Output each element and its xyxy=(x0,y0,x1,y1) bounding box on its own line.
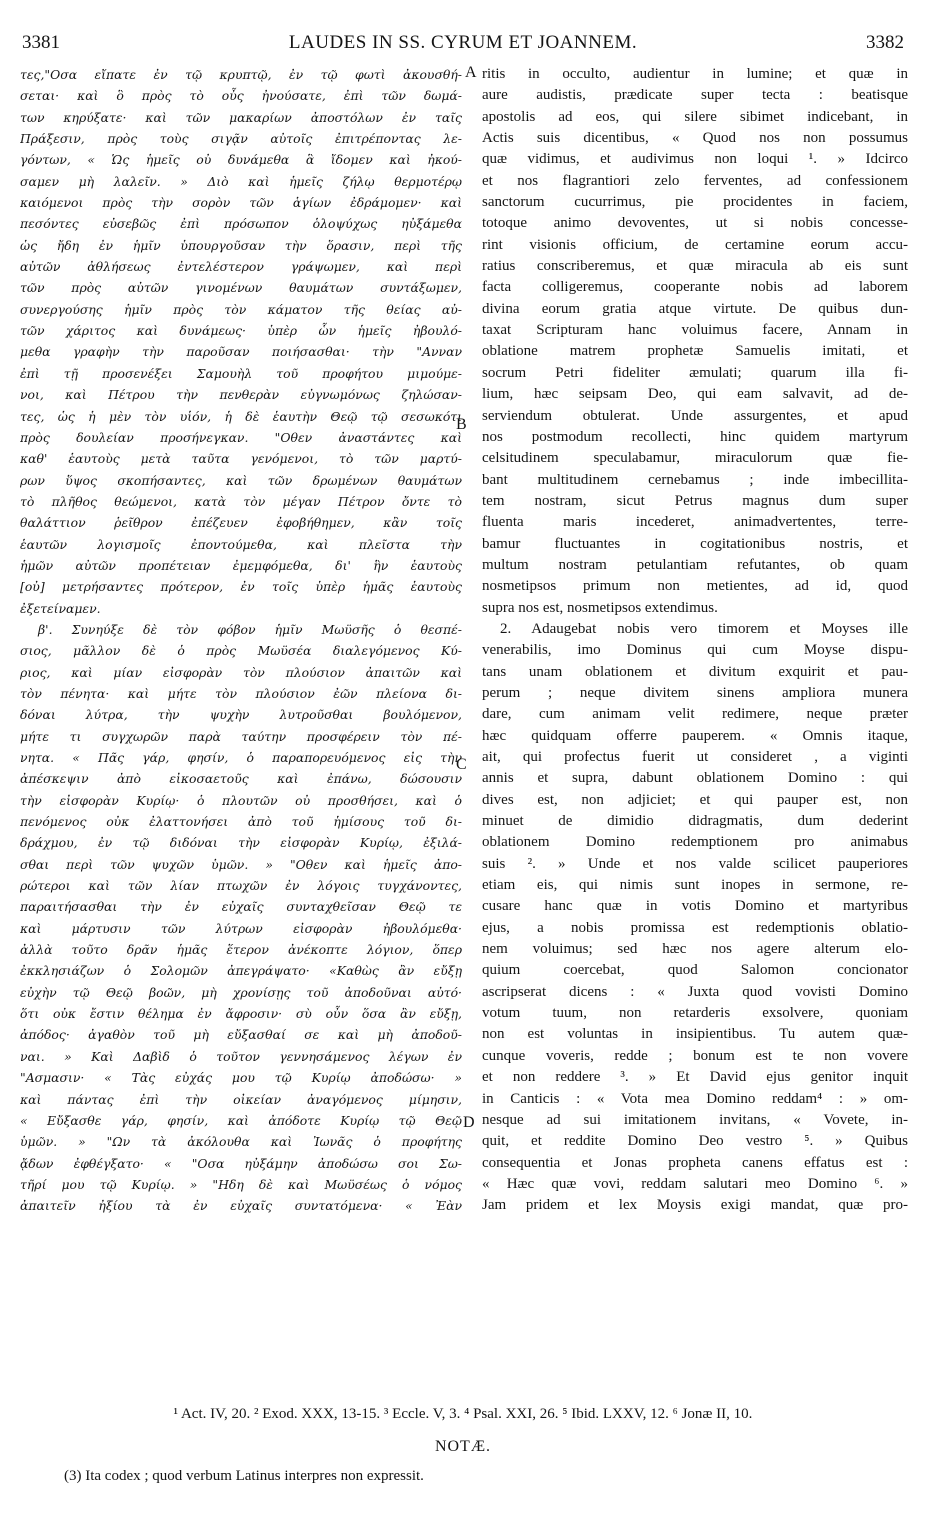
text-line: εὐχὴν τῷ Θεῷ βοῶν, μὴ χρονίσῃς τοῦ ἀποδοῦναι αὐτό· xyxy=(20,984,462,1000)
text-line: πεσόντες εὐσεβῶς ἐπὶ πρόσωπον ὁλοψύχως ηὐξάμεθα xyxy=(20,216,462,232)
text-line: supra nos est, nosmetipsos extendimus. xyxy=(482,599,718,616)
text-line: ρώτεροι καὶ τῶν λίαν πτωχῶν ἐν λόγοις τυγχάνοντες, xyxy=(20,878,462,894)
text-line: serviendum obtulerat. Unde assurgentes, et apud xyxy=(482,407,908,424)
text-line: ἀπόδος· ἀγαθὸν τοῦ μὴ εὔξασθαί σε καὶ μὴ ἀποδοῦ- xyxy=(20,1027,462,1043)
text-line: tans unam oblationem et divitum exquirit et pau- xyxy=(482,663,908,680)
text-line: ριος, καὶ μίαν εἰσφορὰν τὸν πλούσιον ἀπαιτῶν καὶ xyxy=(20,664,462,680)
text-line: tem nostram, sicut Petrus magnus dum super xyxy=(482,492,908,509)
text-line: ἐκκλησιάζων ὁ Σολομῶν ἀπεγράψατο· «Καθὼς ἂν εὔξῃ xyxy=(20,963,462,979)
text-line: τες, ὡς ἡ μὲν τὸν υἱόν, ἡ δὲ ἑαυτὴν Θεῷ τῷ σεσωκότι xyxy=(20,408,462,424)
text-line: in Canticis : « Vota mea Domino reddam⁴ : » om- xyxy=(482,1090,908,1107)
text-line: "Ασμασιν· « Τὰς εὐχάς μου τῷ Κυρίῳ ἀποδώσω· » xyxy=(20,1070,462,1086)
text-line: καὶ πάντας ἐπὶ τὴν οἰκείαν ἀναγόμενος μίμησιν, xyxy=(20,1091,462,1107)
text-line: cunque voveris, redde ; bonum est te non vovere xyxy=(482,1047,908,1064)
text-line: σιος, μᾶλλον δὲ ὁ πρὸς Μωϋσέα διαλεγόμενος Κύ- xyxy=(20,643,462,659)
margin-marker-d: D xyxy=(463,1114,475,1131)
text-line: bant multitudinem cernebamus ; inde imbecillita- xyxy=(482,471,908,488)
text-line: et nos flagrantiori zelo ferventes, ad confessionem xyxy=(482,172,908,189)
text-line: sanctorum cucurrimus, pie procidentes in faciem, xyxy=(482,194,908,211)
text-line: ait, qui profectus fuerit ut consideret , a viginti xyxy=(482,749,908,765)
text-line: facta colligeremus, cooperante nobis ad laborem xyxy=(482,279,908,296)
text-line: dare, cum animam velit redimere, neque præter xyxy=(482,706,908,723)
text-line: αὐτῶν ἀθλήσεως ἐντελέστερον γράψωμεν, καὶ περὶ xyxy=(20,259,462,275)
text-line: nos postmodum recollecti, hinc quidem martyrum xyxy=(482,428,908,445)
text-line: ὡς ἤδη ἐν ἡμῖν ὑπουργοῦσαν τὴν ὅρασιν, περὶ τῆς xyxy=(20,237,462,253)
text-line: nesque ad sui imitationem invitans, « Vovete, in- xyxy=(482,1111,908,1128)
text-line: minuet de dimidio didragmatis, dum dederint xyxy=(482,813,908,830)
text-line: ratius conscriberemus, et quæ miracula ab eis sunt xyxy=(482,258,908,275)
margin-marker-b: B xyxy=(456,416,467,433)
text-line: ὅτι οὐκ ἔστιν θέλημα ἐν ἄφροσιν· σὺ οὖν ὅσα ἂν εὔξῃ, xyxy=(20,1006,462,1022)
text-line: divina eorum gratia atque virtute. De quibus dun- xyxy=(482,300,908,317)
text-line: quæ vidimus, et audivimus non loqui ¹. » Idcirco xyxy=(482,151,908,168)
text-line: totoque animo devoventes, ut si nobis concesse- xyxy=(482,215,908,232)
notae-heading: NOTÆ. xyxy=(434,1438,492,1455)
text-line: ἑαυτῶν λογισμοῖς ἐποντούμεθα, καὶ πλεῖστα τὴν xyxy=(20,536,462,552)
text-line: ναι. » Καὶ Δαβὶδ ὁ τοῦτον γεννησάμενος λέγων ἐν xyxy=(20,1048,462,1064)
text-line: ritis in occulto, audientur in lumine; et quæ in xyxy=(482,66,908,82)
text-line: ἐπὶ τῇ προσενέξει Σαμουὴλ τοῦ προφήτου μιμούμε- xyxy=(20,365,462,381)
text-line: μεθα γραφὴν τὴν παροῦσαν ποιήσασθαι· τὴν "Ανναν xyxy=(20,344,462,360)
greek-column xyxy=(20,64,462,1217)
text-line: ᾄδων ἐφθέγξατο· « "Οσα ηὐξάμην ἀποδώσω σοι Σω- xyxy=(20,1155,462,1171)
text-line: ascripserat dicens : « Juxta quod vovisti Domino xyxy=(482,983,908,1000)
text-line: hæc quidquam offerre pauperem. « Omnis itaque, xyxy=(482,727,908,744)
text-line: taxat Scripturam hanc voluimus facere, Annam in xyxy=(482,322,908,339)
page-number-right: 3382 xyxy=(866,32,904,53)
text-line: Jam pridem et lex Moysis exigi mandat, quæ pro- xyxy=(482,1197,908,1214)
latin-column xyxy=(482,64,908,1217)
text-line: « Hæc quæ vovi, reddam salutari meo Domino ⁶. » xyxy=(482,1175,908,1192)
text-line: ἀπαιτεῖν ἠξίου τὰ ἐν εὐχαῖς συντατόμενα· « Ἐὰν xyxy=(20,1198,462,1214)
text-line: ἡμῶν αὐτῶν προπέτειαν ἐμεμφόμεθα, δι' ἣν ἑαυτοὺς xyxy=(20,557,462,573)
text-line: τῶν πρὸς αὐτῶν γινομένων θαυμάτων συντάξωμεν, xyxy=(20,280,462,296)
text-line: etiam eis, qui nimis sunt inopes in sermone, re- xyxy=(482,877,908,894)
running-title: LAUDES IN SS. CYRUM ET JOANNEM. xyxy=(288,32,638,53)
text-line: votum tuum, non retarderis exsolvere, quoniam xyxy=(482,1005,908,1022)
text-line: rint visionis officium, de certamine eorum accu- xyxy=(482,236,908,253)
text-line: νητα. « Πᾶς γάρ, φησίν, ὁ παραπορευόμενος εἰς τὴν xyxy=(20,750,462,765)
text-line: σθαι περὶ τῶν ψυχῶν ὑμῶν. » "Οθεν καὶ ἡμεῖς ἀπο- xyxy=(20,856,462,872)
text-line: γόντων, « Ὡς ἡμεῖς οὐ δυνάμεθα ἃ ἴδομεν καὶ ἠκού- xyxy=(20,152,462,168)
text-line: ὑμῶν. » "Ων τὰ ἀκόλουθα καὶ Ἰωνᾶς ὁ προφήτης xyxy=(20,1134,462,1150)
text-line: μήτε τι συγχωρῶν παρὰ ταύτην προσφέρειν τὸν πέ- xyxy=(20,728,462,744)
editorial-note: (3) Ita codex ; quod verbum Latinus interpres non expressit. xyxy=(64,1468,424,1484)
text-line: τὸ πλῆθος θεώμενοι, κατὰ τὸν μέγαν Πέτρον ὄντε τὸ xyxy=(20,493,462,509)
text-line: συνεργούσης ἡμῖν πρὸς τὸν κάματον τῆς θείας αὐ- xyxy=(20,301,462,317)
text-line: δόναι λύτρα, τὴν ψυχὴν λυτροῦσθαι βουλόμενον, xyxy=(20,707,462,723)
footnote-references: ¹ Act. IV, 20. ² Exod. XXX, 13-15. ³ Eccle. V, 3. ⁴ Psal. XXI, 26. ⁵ Ibid. LXXV, 12. ⁶ Jonæ II, 10. xyxy=(173,1406,753,1422)
text-line: lium, hæc seipsam Deo, qui eam salvavit, ad de- xyxy=(482,386,908,403)
text-line: Πράξεσιν, πρὸς τοὺς σιγᾷν αὐτοῖς ἐπιτρέποντας λε- xyxy=(20,131,462,147)
text-line: celsitudinem speculabamur, miraculorum quæ fie- xyxy=(482,450,908,467)
text-line: 2. Adaugebat nobis vero timorem et Moyses ille xyxy=(500,620,908,637)
text-line: consequentia et Jonas propheta canens effatus est : xyxy=(482,1154,908,1171)
text-line: suis ². » Unde et nos valde scilicet pauperiores xyxy=(482,855,908,872)
text-line: ἀλλὰ τοῦτο δρᾶν ἡμᾶς ἕτερον ἀνέκοπτε λόγιον, ὅπερ xyxy=(20,942,462,958)
text-line: καθ' ἑαυτοὺς μετὰ ταῦτα γενόμενοι, τὸ τῶν μαρτύ- xyxy=(20,451,462,467)
text-line: σεται· καὶ ὃ πρὸς τὸ οὖς ἠνούσατε, ἐπὶ τῶν δωμά- xyxy=(20,88,462,104)
text-line: Actis suis dicentibus, « Quod nos non possumus xyxy=(482,130,908,147)
text-line: quium coercebat, quod Salomon concionator xyxy=(482,962,908,979)
text-line: ἀπέσκεψιν ἀπὸ εἰκοσαετοῦς καὶ ἐπάνω, δώσουσιν xyxy=(20,771,462,787)
text-line: oblationem Domino redemptionem pro animabus xyxy=(482,834,908,851)
text-line: [οὐ] μετρήσαντες πρότερον, ἐν τοῖς ὑπὲρ ἡμᾶς ἑαυτοὺς xyxy=(20,579,462,595)
text-line: τῆρί μου τῷ Κυρίῳ. » "Ηδη δὲ καὶ Μωϋσέως ὁ νόμος xyxy=(20,1176,462,1192)
text-line: non est voluntas in insipientibus. Tu autem quæ- xyxy=(482,1026,908,1043)
text-line: νοι, καὶ Πέτρου τὴν πενθερὰν εὐγνωμόνως ζηλώσαν- xyxy=(20,387,462,403)
text-line: quit, et reddite Domino Deo vestro ⁵. » Quibus xyxy=(482,1133,908,1150)
text-line: nosmetipsos primum non metientes, ad id, quod xyxy=(482,578,908,595)
margin-marker-a: A xyxy=(465,64,477,81)
text-line: ἐξετείναμεν. xyxy=(20,600,101,616)
text-line: apostolis ad eos, qui silere sibimet indicebant, in xyxy=(482,108,908,125)
text-line: venerabilis, imo Dominus qui cum Moyse dispu- xyxy=(482,642,908,659)
text-line: ρων ὕψος σκοπήσαντες, καὶ τῶν δρωμένων θαυμάτων xyxy=(20,472,462,488)
text-line: τες,"Οσα εἴπατε ἐν τῷ κρυπτῷ, ἐν τῷ φωτὶ ἀκουσθή- xyxy=(20,67,462,82)
text-line: τῶν χάριτος καὶ δυνάμεως· ὑπὲρ ὧν ἡμεῖς ἠβουλό- xyxy=(20,323,462,339)
text-line: perum ; neque divitem sinens ampliora munera xyxy=(482,684,908,701)
text-line: β'. Συνηύξε δὲ τὸν φόβον ἡμῖν Μωϋσῆς ὁ θεσπέ- xyxy=(38,621,462,637)
text-line: καὶ μάρτυσιν τῶν λύτρων εἰσφορὰν ἠβουλόμεθα· xyxy=(20,920,462,936)
text-line: τὴν εἰσφορὰν Κυρίῳ· ὁ πλουτῶν οὐ προσθήσει, καὶ ὁ xyxy=(20,792,462,808)
text-line: πρὸς δουλείαν προσήνεγκαν. "Οθεν ἀναστάντες καὶ xyxy=(20,429,462,445)
text-line: cusare hanc quæ in votis Domino et martyribus xyxy=(482,898,908,915)
text-line: annis et supra, dabunt oblationem Domino : qui xyxy=(482,770,908,787)
text-line: ejus, a nobis promissa est redemptionis oblatio- xyxy=(482,919,908,936)
text-line: των κηρύξατε· καὶ τῶν μακαρίων ἀποστόλων ἐν ταῖς xyxy=(20,109,462,125)
text-line: nem voluimus; sed hæc nos agere alterum elo- xyxy=(482,941,908,958)
text-line: socrum Petri fideliter æmulati; quarum illa fi- xyxy=(482,364,908,381)
text-line: bamur fluctuantes in cogitationibus nostris, et xyxy=(482,535,908,552)
text-line: « Εὔξασθε γάρ, φησίν, καὶ ἀπόδοτε Κυρίῳ τῷ Θεῷ xyxy=(20,1112,462,1128)
text-line: καιόμενοι πρὸς τὴν σορὸν τῶν ἁγίων ἐδράμομεν· καὶ xyxy=(20,195,462,211)
text-line: θαλάττιον ῥεῖθρον ἐπέζευεν ἐφοβήθημεν, κἂν τοῖς xyxy=(20,515,462,531)
text-line: πενόμενος οὐκ ἐλαττονήσει ἀπὸ τοῦ ἡμίσους τοῦ δι- xyxy=(20,814,462,830)
margin-marker-c: C xyxy=(456,756,467,773)
text-line: δράχμου, ἐν τῷ διδόναι τὴν εἰσφορὰν Κυρίῳ, ἐξιλά- xyxy=(20,835,462,851)
text-line: multum nostram petulantiam refutantes, ob quam xyxy=(482,556,908,573)
text-line: τὸν πένητα· καὶ μήτε τὸν πλούσιον ἐῶν πλείονα δι- xyxy=(20,685,462,701)
text-line: παραιτήσασθαι τὴν ἐν εὐχαῖς συνταχθεῖσαν Θεῷ τε xyxy=(20,899,462,915)
page-header xyxy=(22,32,904,62)
text-line: aure audistis, prædicate super tecta : beatisque xyxy=(482,87,908,104)
text-line: dives est, non adjiciet; et qui pauper est, non xyxy=(482,791,908,808)
page-number-left: 3381 xyxy=(22,32,60,53)
text-line: σαμεν μὴ λαλεῖν. » Διὸ καὶ ἡμεῖς ζήλῳ θερμοτέρῳ xyxy=(20,173,462,189)
text-line: et non reddere ³. » Et David ejus genitor inquit xyxy=(482,1069,908,1086)
text-line: oblatione matrem prophetæ Samuelis imitati, et xyxy=(482,343,908,360)
text-line: fluenta maris incederet, animadvertentes, terre- xyxy=(482,514,908,531)
